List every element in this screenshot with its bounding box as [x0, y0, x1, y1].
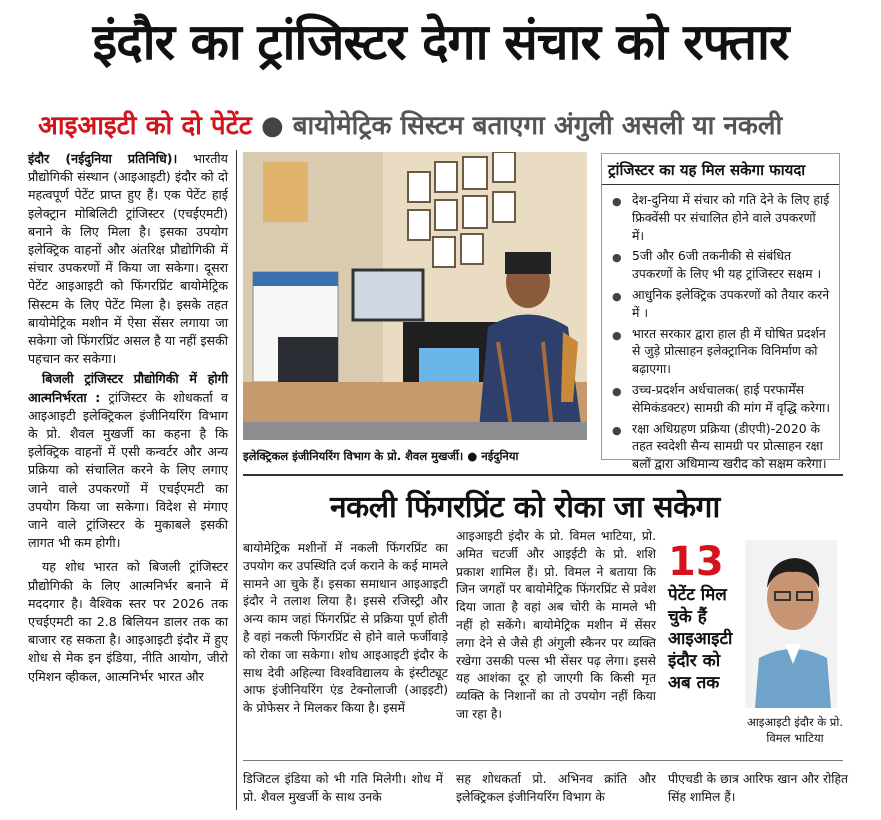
- left-subhead: बिजली ट्रांजिस्टर प्रौद्योगिकी में होगी आत्मनिर्भरता :: [28, 371, 228, 405]
- patent-callout: [668, 540, 748, 694]
- bottom-col-1: डिजिटल इंडिया को भी गति मिलेगी। शोध में प्रो. शैवल मुखर्जी के साथ उनके: [243, 772, 443, 805]
- headline: इंदौर का ट्रांजिस्टर देगा संचार को रफ्तार: [92, 13, 789, 71]
- photo-caption: इलेक्ट्रिकल इंजीनियरिंग विभाग के प्रो. शैवल मुखर्जी। ● नईदुनिया: [243, 449, 519, 463]
- left-para-1: भारतीय प्रौद्योगिकी संस्थान (आइआइटी) इंदौर को दो महत्वपूर्ण पेटेंट प्राप्त हुए हैं। एक पेटेंट हाई इलेक्ट्रान मोबिलिटी ट्रांजिस्टर (एचईएमटी) बनाने के लिए मिला है। इसका उपयोग इलेक्ट्रिक वाहनों और अंतरिक्ष प्रौद्योगिकी में संचार उपकरणों में किया जा सकेगा। दूसरा पेटेंट आइआइटी को फिंगरप्रिंट बायोमेट्रिक सिस्टम के लिए पेटेंट मिला है। इसके तहत बायोमेट्रिक मशीन में ऐसा सेंसर लगाया जा सकेगा जो फिंगरप्रिंट असल है या नहीं इसकी पहचान कर सकेगा।: [28, 151, 228, 367]
- column-divider: [236, 150, 237, 810]
- patent-count: 13: [668, 539, 724, 585]
- left-column: [28, 150, 228, 686]
- bullet-icon: ●: [612, 289, 622, 303]
- fingerprint-column-1: बायोमेट्रिक मशीनों में नकली फिंगरप्रिंट का उपयोग कर उपस्थिति दर्ज कराने के कई मामले सामने आ चुके हैं। इसका समाधान आइआइटी इंदौर ने तलाश लिया है। इससे रजिस्ट्री और अन्य काम जहां फिंगरप्रिंट से प्रक्रिया पूर्ण होती है वहां नकली फिंगरप्रिंट से होने वाले फर्जीवाड़े को रोका जा सकेगा। शोध आइआइटी इंदौर के साथ देवी अहिल्या विश्वविद्यालय के इंस्टीट्यूट आफ इंजीनियरिंग एंड टेक्नोलाजी (आइइटी) के प्रोफेसर ने मिलकर किया है। इसमें: [243, 541, 448, 716]
- section-divider: [243, 474, 843, 476]
- benefit-item: ● उच्च-प्रदर्शन अर्धचालक( हाई परफार्मेंस सेमिकंडक्टर) सामग्री की मांग में वृद्धि करेगा।: [612, 381, 831, 415]
- portrait-illustration: [745, 540, 837, 708]
- bullet-icon: ●: [612, 384, 622, 398]
- benefit-item: ● 5जी और 6जी तकनीकी से संबंधित उपकरणों के लिए भी यह ट्रांजिस्टर सक्षम ।: [612, 248, 822, 282]
- dateline: इंदौर (नईदुनिया प्रतिनिधि)।: [28, 151, 178, 166]
- benefit-item: ● आधुनिक इलेक्ट्रिक उपकरणों को तैयार करने में ।: [612, 286, 830, 320]
- benefit-item: ● भारत सरकार द्वारा हाल ही में घोषित प्रदर्शन से जुड़े प्रोत्साहन इलेक्ट्रानिक विनिर्माण को बढ़ाएगा।: [612, 325, 826, 377]
- subhead-patents: आइआइटी को दो पेटेंट: [38, 111, 252, 141]
- benefit-item: ● रक्षा अधिग्रहण प्रक्रिया (डीएपी)-2020 के तहत स्वदेशी सैन्य सामग्री पर प्रोत्साहन रक्षा बलों द्वारा अधिमान्य खरीद को सक्षम करेगा।: [612, 420, 827, 472]
- bullet-icon: ●: [612, 328, 622, 342]
- portrait-prof-vimal: [745, 540, 837, 708]
- subheadline: [38, 106, 858, 146]
- bottom-col-3: पीएचडी के छात्र आरिफ खान और रोहित सिंह शामिल हैं।: [668, 772, 848, 805]
- subhead-biometric: बायोमेट्रिक सिस्टम बताएगा अंगुली असली या नकली: [292, 111, 783, 141]
- bullet-dot: ●: [260, 111, 284, 141]
- left-para-3: यह शोध भारत को बिजली ट्रांजिस्टर प्रौद्योगिकी के लिए आत्मनिर्भर बनाने में मददगार है। वैश्विक स्तर पर 2026 तक एचईएमटी का 2.8 बिलियन डालर तक का बाजार रह सकता है। आइआइटी इंदौर में हुए शोध से मेक इन इंडिया, नीति आयोग, जीरो एमिशन व्हीकल, आत्मनिर्भर भारत और: [28, 559, 228, 684]
- benefits-box: [601, 153, 840, 472]
- benefits-title: ट्रांजिस्टर का यह मिल सकेगा फायदा: [602, 154, 839, 185]
- fingerprint-column-2: आइआइटी इंदौर के प्रो. विमल भाटिया, प्रो. अमित चटर्जी और आइईटी के प्रो. शशि प्रकाश शामिल हैं। प्रो. विमल ने बताया कि जिन जगहों पर बायोमेट्रिक फिंगरप्रिंट से प्रवेश दिया जाता है वहां अब चोरी के मामले भी नहीं हो सकेंगे। बायोमेट्रिक मशीन में सेंसर लगा देने से जैसे ही अंगुली स्कैनर पर व्यक्ति रखेगा उसकी पल्स भी सेंसर पढ़ लेगा। इससे यह आशंका दूर हो जाएगी कि किसी मृत व्यक्ति के निशानों का तो उपयोग नहीं किया जा रहा है।: [456, 529, 656, 721]
- left-para-2: ट्रांजिस्टर के शोधकर्ता व आइआइटी इलेक्ट्रिकल इंजीनियरिंग विभाग के प्रो. शैवल मुखर्जी का कहना है कि इलेक्ट्रिक वाहनों में एसी कन्वर्टर और अन्य प्रक्रिया को संचालित करने के लिए लगाए जाने वाले उपकरणों में एचईएमटी का उपयोग किया जा सकेगा। विदेश से मंगाए जाने वाले ट्रांजिस्टर के मुकाबले इसकी लागत भी कम होगी।: [28, 389, 228, 551]
- benefit-item: ● देश-दुनिया में संचार को गति देने के लिए हाई फ्रिक्वेंसी पर संचालित होने वाले उपकरणों में।: [612, 192, 830, 243]
- portrait-caption: आइआइटी इंदौर के प्रो. विमल भाटिया: [747, 715, 843, 745]
- bullet-icon: ●: [612, 423, 622, 437]
- bullet-icon: ●: [612, 251, 622, 265]
- photo-prof-shaival: [243, 152, 587, 440]
- bullet-icon: ●: [612, 195, 622, 208]
- patent-callout-text: पेटेंट मिल चुके हैं आइआइटी इंदौर को अब तक: [668, 585, 733, 693]
- photo-illustration: [243, 152, 587, 440]
- bottom-col-2: सह शोधकर्ता प्रो. अभिनव क्रांति और इलेक्ट्रिकल इंजीनियरिंग विभाग के: [456, 772, 656, 805]
- benefits-list: [602, 191, 839, 473]
- bottom-divider: [243, 760, 843, 761]
- fingerprint-subhead: नकली फिंगरप्रिंट को रोका जा सकेगा: [330, 490, 720, 525]
